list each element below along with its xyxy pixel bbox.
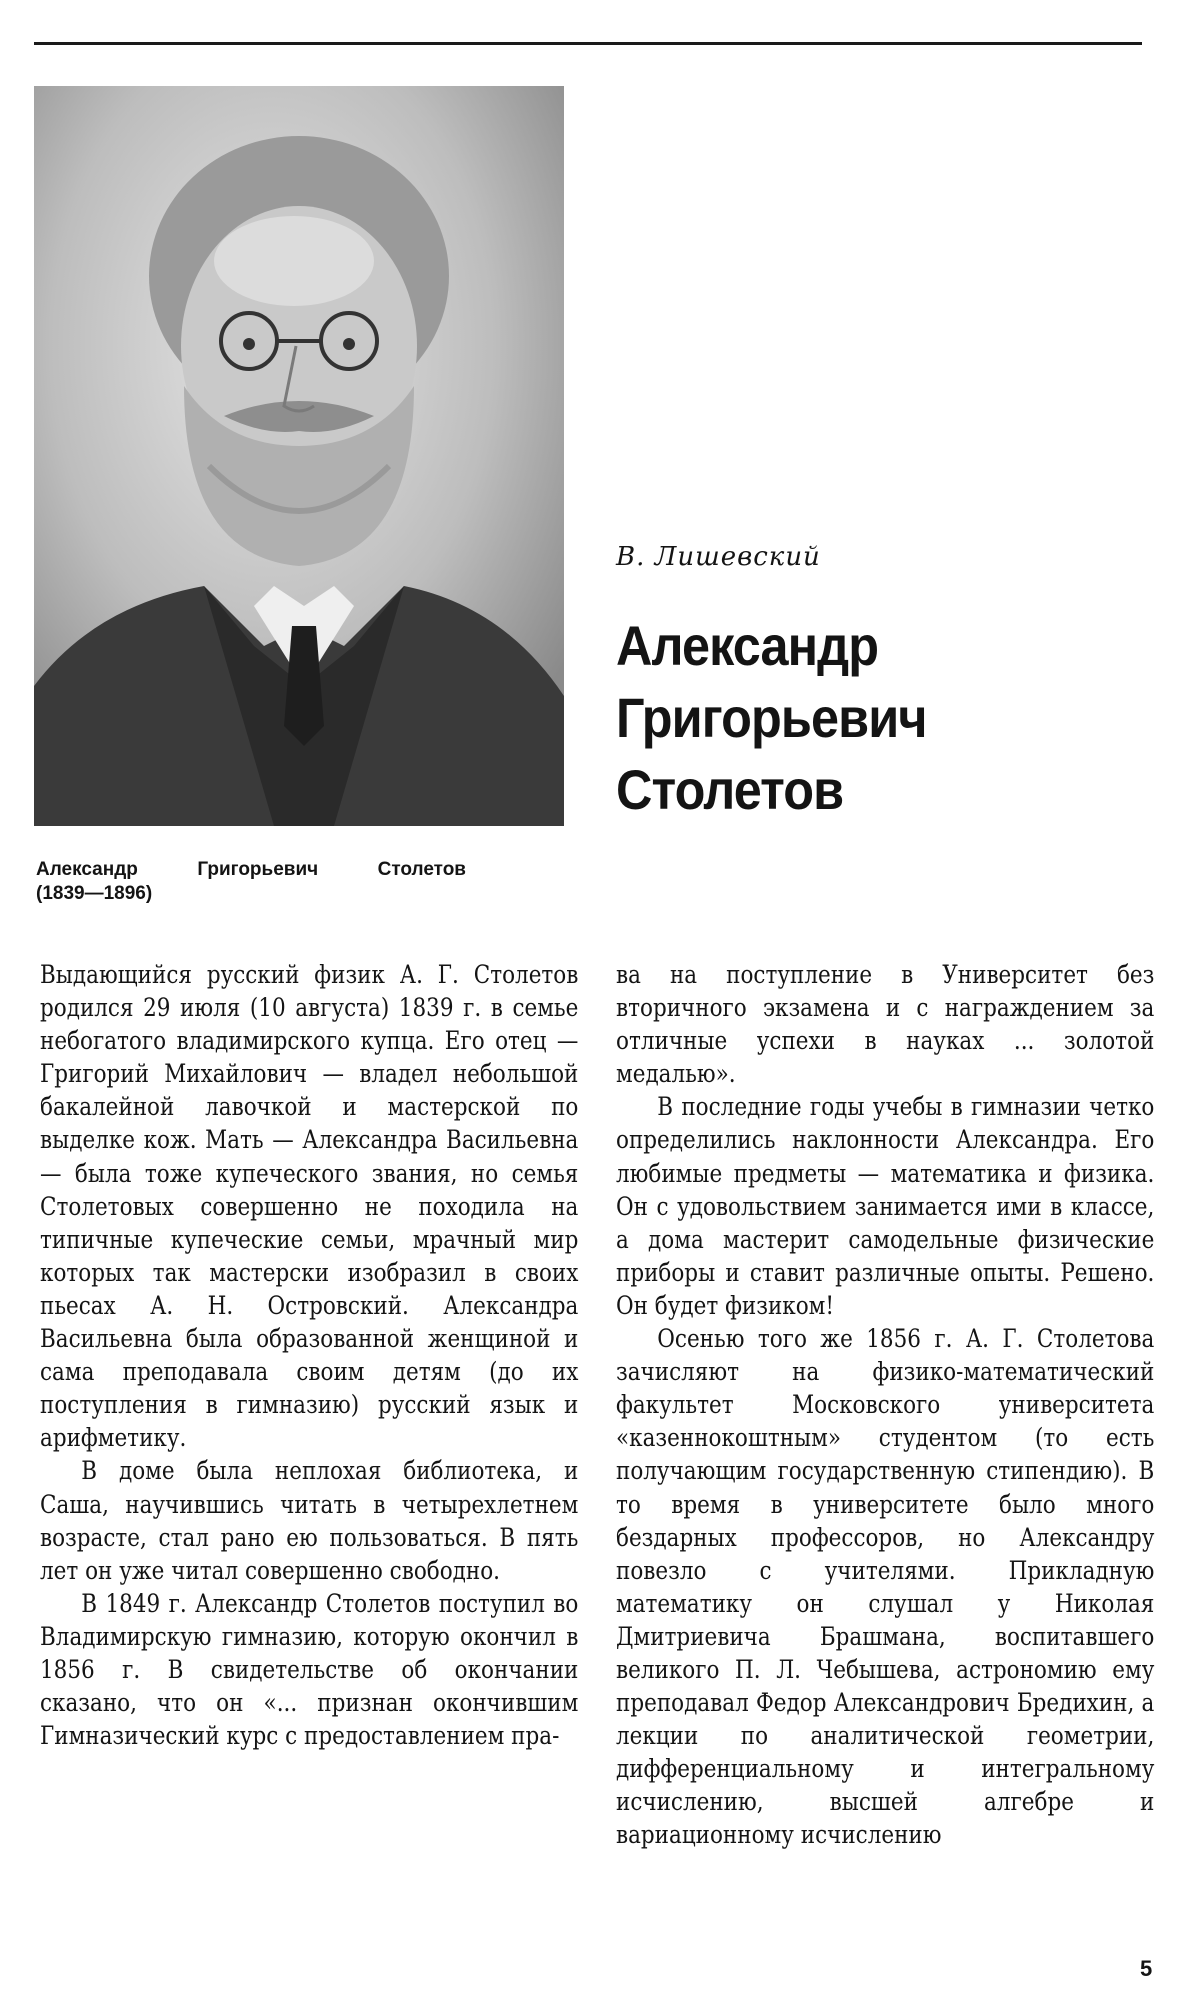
text-column-right	[616, 958, 1154, 1852]
page-number: 5	[1140, 1956, 1153, 1981]
paragraph: Осенью того же 1856 г. А. Г. Столетова зачисляют на физико-математический факультет Московского университета «казеннокоштным» студентом (то есть получающим государственную стипендию). В то время в университете было много бездарных профессоров, но Александру повезло с учителями. Прикладную математику он слушал у Николая Дмитриевича Брашмана, воспитавшего великого П. Л. Чебышева, астрономию ему преподавал Федор Александрович Бредихин, а лекции по аналитической геометрии, дифференциальному и интегральному исчислению, высшей алгебре и вариационному исчислению	[616, 1324, 1155, 1850]
paragraph: ва на поступление в Университет без вторичного экзамена и с награждением за отличные успехи в науках ... золотой медалью».	[616, 960, 1155, 1089]
portrait-illustration	[34, 86, 564, 826]
portrait-photo	[34, 86, 564, 826]
title-line: Григорьевич	[616, 686, 927, 749]
paragraph: В 1849 г. Александр Столетов поступил во Владимирскую гимназию, которую окончил в 1856 г. В свидетельстве об окончании сказано, что он «... признан окончившим Гимназический курс с предоставлением пра-	[40, 1588, 579, 1751]
paragraph: В последние годы учебы в гимназии четко определились наклонности Александра. Его любимые предметы — математика и физика. Он с удовольствием занимается ими в классе, а дома мастерит самодельные физические приборы и ставит различные опыты. Решено. Он будет физиком!	[616, 1092, 1155, 1320]
caption-years: (1839—1896)	[36, 883, 153, 904]
paragraph: В доме была неплохая библиотека, и Саша, научившись читать в четырехлетнем возрасте, стал рано ею пользоваться. В пять лет он уже читал совершенно свободно.	[40, 1456, 579, 1585]
portrait-caption	[36, 858, 466, 906]
article-title	[616, 610, 1084, 826]
text-column-left	[40, 958, 578, 1752]
top-rule	[34, 42, 1142, 45]
article-author: В. Лишевский	[616, 542, 821, 572]
title-line: Столетов	[616, 758, 844, 821]
title-line: Александр	[616, 614, 879, 677]
paragraph: Выдающийся русский физик А. Г. Столетов родился 29 июля (10 августа) 1839 г. в семье небогатого владимирского купца. Его отец — Григорий Михайлович — владел небольшой бакалейной лавочкой и мастерской по выделке кож. Мать — Александра Васильевна — была тоже купеческого звания, но семья Столетовых совершенно не походила на типичные купеческие семьи, мрачный мир которых так мастерски изобразил в своих пьесах А. Н. Островский. Александра Васильевна была образованной женщиной и сама преподавала своим детям (до их поступления в гимназию) русский язык и арифметику.	[40, 960, 579, 1453]
caption-name: Александр Григорьевич Столетов	[36, 859, 466, 880]
